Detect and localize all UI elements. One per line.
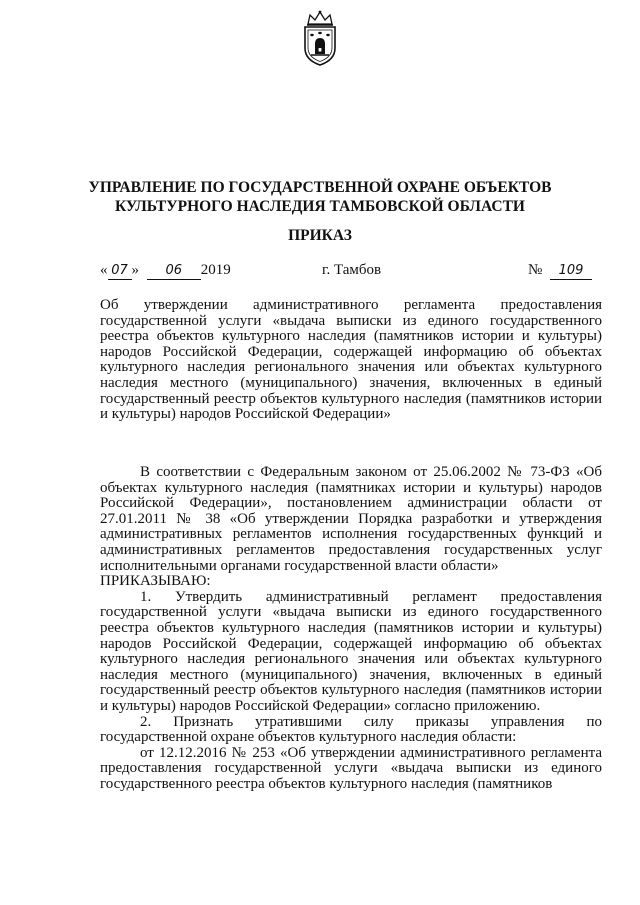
bee-left (310, 34, 314, 36)
coat-of-arms-icon (290, 8, 350, 68)
order-item-2-sub: от 12.12.2016 № 253 «Об утверждении административного регламента предоставления государственной услуги «выдача выписки из единого государственного реестра объектов культурного наследия (памятников (100, 744, 602, 792)
dateline (0, 262, 640, 282)
date-day: 07 (108, 263, 132, 280)
date-month: 06 (147, 263, 201, 280)
order-item-2: 2. Признать утратившими силу приказы управления по государственной охране объектов культурного наследия области: (100, 713, 602, 746)
order-subject: Об утверждении административного регламента предоставления государственной услуги «выдача выписки из единого государственного реестра объектов культурного наследия (памятников истории и культуры) народов Российской Федерации, содержащей информацию об объектах культурного наследия регионального значения или объектах культурного наследия местного (муниципального) значения, включенных в единый государственный реестр объектов культурного наследия (памятников истории и культуры) народов Российской Федерации» (100, 297, 602, 423)
crown-jewel (319, 11, 322, 14)
bee-right (326, 34, 330, 36)
hive-entrance (319, 48, 322, 52)
date-open-quote: « (100, 262, 108, 278)
date-close-quote: » (131, 262, 139, 278)
crown-shape (308, 12, 332, 24)
order-number (528, 262, 592, 280)
organization-title (60, 178, 580, 216)
city-name: г. Тамбов (322, 262, 382, 278)
bee-center (318, 32, 322, 34)
order-body (100, 465, 602, 792)
date-year: 2019 (200, 262, 231, 278)
number-value: 109 (550, 263, 592, 280)
order-date (100, 262, 231, 280)
order-item-1: 1. Утвердить административный регламент предоставления государственной услуги «выдача выписки из единого государственного реестра объектов культурного наследия (памятников истории и культуры) народов Российской Федерации, содержащей информацию об объектах культурного наследия регионального значения или объектах культурного наследия местного (муниципального) значения, включенных в единый государственный реестр объектов культурного наследия (памятников истории и культуры) народов Российской Федерации» согласно приложению. (100, 588, 602, 714)
number-sign: № (528, 262, 543, 278)
preamble-paragraph: В соответствии с Федеральным законом от 25.06.2002 № 73-ФЗ «Об объектах культурного наследия (памятниках истории и культуры) народов Российской Федерации», постановлением администрации области от 27.01.2011 № 38 «Об утверждении Порядка разработки и утверждения административных регламентов исполнения государственных функций и административных регламентов предоставления государственных услуг исполнительными органами государственной власти области» (100, 464, 602, 574)
organization-title-line1: УПРАВЛЕНИЕ ПО ГОСУДАРСТВЕННОЙ ОХРАНЕ ОБЪЕКТОВ (88, 179, 552, 196)
beehive-shape (315, 38, 325, 54)
document-type-heading: ПРИКАЗ (288, 227, 352, 244)
organization-title-line2: КУЛЬТУРНОГО НАСЛЕДИЯ ТАМБОВСКОЙ ОБЛАСТИ (115, 198, 525, 215)
order-word: ПРИКАЗЫВАЮ: (100, 573, 211, 590)
